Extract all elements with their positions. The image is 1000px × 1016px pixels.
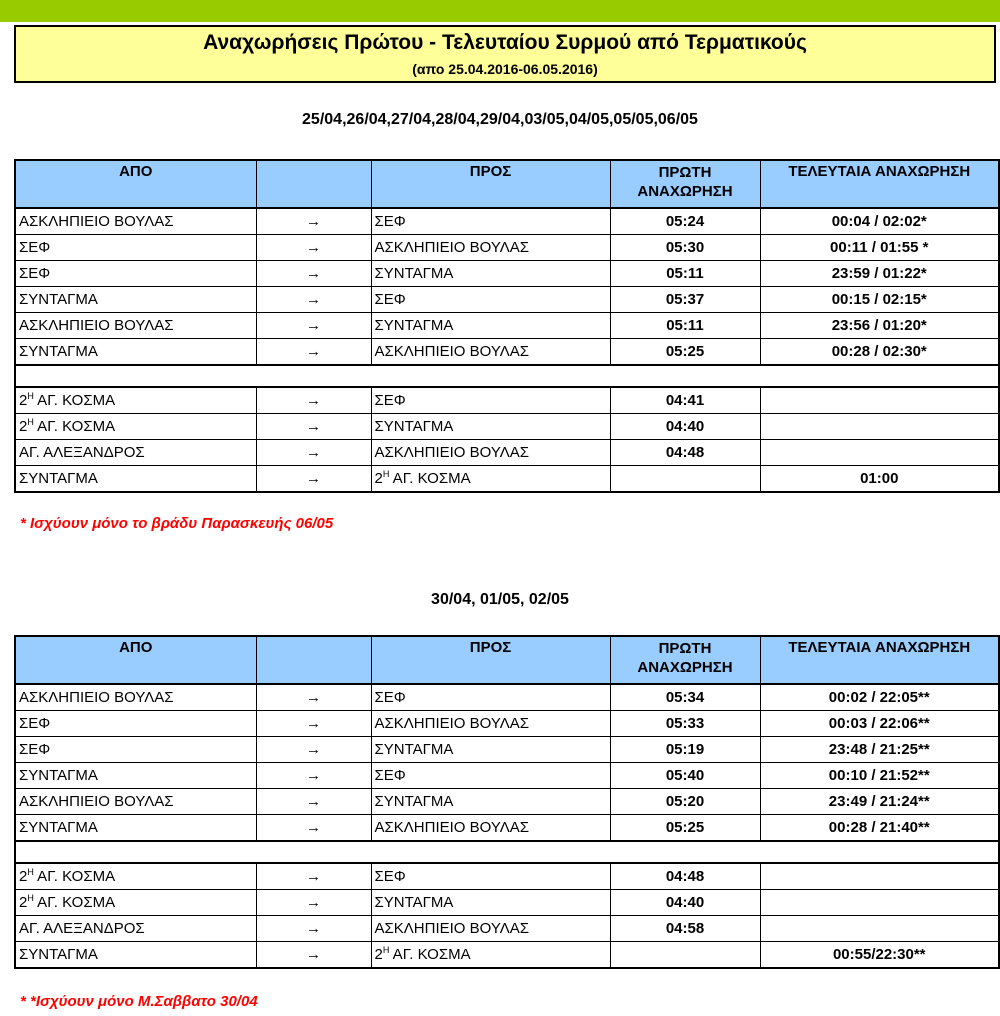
from-station [15,387,256,414]
first-departure: 05:11 [610,261,760,287]
arrow-icon: → [256,863,371,890]
arrow-icon: → [256,261,371,287]
last-departure: 23:48 / 21:25** [760,737,999,763]
from-station [15,890,256,916]
col-header-last: ΤΕΛΕΥΤΑΙΑ ΑΝΑΧΩΡΗΣΗ [760,636,999,684]
to-station: ΣΥΝΤΑΓΜΑ [371,261,610,287]
to-station: ΑΣΚΛΗΠΙΕΙΟ ΒΟΥΛΑΣ [371,815,610,842]
to-station: ΑΣΚΛΗΠΙΕΙΟ ΒΟΥΛΑΣ [371,440,610,466]
col-header-to: ΠΡΟΣ [371,160,610,208]
first-departure: 05:19 [610,737,760,763]
last-departure [760,863,999,890]
from-station: ΣΕΦ [15,261,256,287]
arrow-icon: → [256,916,371,942]
table-row [15,942,999,969]
table-row [15,466,999,493]
first-departure: 04:40 [610,414,760,440]
last-departure: 00:03 / 22:06** [760,711,999,737]
first-departure: 05:11 [610,313,760,339]
to-station: ΑΣΚΛΗΠΙΕΙΟ ΒΟΥΛΑΣ [371,339,610,366]
last-departure [760,916,999,942]
last-departure: 00:28 / 02:30* [760,339,999,366]
table-row [15,863,999,890]
from-station: ΣΥΝΤΑΓΜΑ [15,287,256,313]
from-station: ΑΓ. ΑΛΕΞΑΝΔΡΟΣ [15,440,256,466]
last-departure: 00:02 / 22:05** [760,684,999,711]
arrow-icon: → [256,339,371,366]
first-departure: 05:24 [610,208,760,235]
arrow-icon: → [256,763,371,789]
to-station: ΣΥΝΤΑΓΜΑ [371,737,610,763]
last-departure: 01:00 [760,466,999,493]
first-departure: 04:41 [610,387,760,414]
table-separator-row [15,841,999,863]
first-departure: 05:33 [610,711,760,737]
last-departure [760,414,999,440]
first-departure: 05:25 [610,339,760,366]
table-header-row [15,160,999,208]
table-row [15,711,999,737]
to-station-number: 2 [374,946,383,963]
from-station: ΣΕΦ [15,737,256,763]
first-departure: 05:20 [610,789,760,815]
col-header-arrow [256,636,371,684]
first-departure: 04:48 [610,863,760,890]
first-departure [610,466,760,493]
to-station: ΣΕΦ [371,763,610,789]
to-station: ΑΣΚΛΗΠΙΕΙΟ ΒΟΥΛΑΣ [371,711,610,737]
arrow-icon: → [256,466,371,493]
from-station [15,414,256,440]
from-station-number: 2 [19,894,28,911]
from-station [15,863,256,890]
arrow-icon: → [256,789,371,815]
from-station-text: ΑΓ. ΚΟΣΜΑ [33,392,116,409]
to-station: ΣΕΦ [371,387,610,414]
from-station: ΑΣΚΛΗΠΙΕΙΟ ΒΟΥΛΑΣ [15,313,256,339]
title-box [14,25,996,83]
from-station-number: 2 [19,392,28,409]
last-departure: 23:56 / 01:20* [760,313,999,339]
section-1-note: * Ισχύουν μόνο το βράδυ Παρασκευής 06/05 [20,515,334,532]
from-station: ΣΥΝΤΑΓΜΑ [15,815,256,842]
to-station-text: ΑΓ. ΚΟΣΜΑ [389,470,471,487]
last-departure [760,440,999,466]
first-departure: 05:37 [610,287,760,313]
first-departure: 04:40 [610,890,760,916]
table-row [15,684,999,711]
to-station-superscript: Η [382,469,390,479]
table-row [15,208,999,235]
last-departure: 23:49 / 21:24** [760,789,999,815]
first-departure: 05:34 [610,684,760,711]
arrow-icon: → [256,208,371,235]
table-row [15,287,999,313]
from-station: ΣΕΦ [15,711,256,737]
schedule-table-2 [14,635,1000,969]
table-row [15,737,999,763]
arrow-icon: → [256,313,371,339]
to-station-text: ΑΓ. ΚΟΣΜΑ [389,946,471,963]
arrow-icon: → [256,942,371,969]
to-station: ΣΕΦ [371,287,610,313]
from-station: ΑΓ. ΑΛΕΞΑΝΔΡΟΣ [15,916,256,942]
table-header-row [15,636,999,684]
table-row [15,789,999,815]
first-departure [610,942,760,969]
last-departure: 00:28 / 21:40** [760,815,999,842]
from-station: ΑΣΚΛΗΠΙΕΙΟ ΒΟΥΛΑΣ [15,684,256,711]
to-station-number: 2 [374,470,383,487]
to-station: ΣΥΝΤΑΓΜΑ [371,414,610,440]
table-separator-row [15,365,999,387]
arrow-icon: → [256,737,371,763]
page-title: Αναχωρήσεις Πρώτου - Τελευταίου Συρμού από Τερματικούς [203,31,807,54]
last-departure: 23:59 / 01:22* [760,261,999,287]
arrow-icon: → [256,815,371,842]
to-station: ΣΕΦ [371,208,610,235]
to-station-superscript: Η [382,945,390,955]
first-departure: 05:25 [610,815,760,842]
to-station: ΣΥΝΤΑΓΜΑ [371,313,610,339]
table-row [15,815,999,842]
table-row [15,440,999,466]
from-station-text: ΑΓ. ΚΟΣΜΑ [33,868,116,885]
arrow-icon: → [256,287,371,313]
from-station: ΣΕΦ [15,235,256,261]
arrow-icon: → [256,890,371,916]
last-departure: 00:04 / 02:02* [760,208,999,235]
from-station-superscript: Η [27,867,34,877]
table-row [15,387,999,414]
last-departure [760,387,999,414]
to-station: ΑΣΚΛΗΠΙΕΙΟ ΒΟΥΛΑΣ [371,916,610,942]
to-station: ΣΕΦ [371,863,610,890]
from-station-text: ΑΓ. ΚΟΣΜΑ [33,418,116,435]
last-departure: 00:15 / 02:15* [760,287,999,313]
schedule-table-1 [14,159,1000,493]
from-station: ΑΣΚΛΗΠΙΕΙΟ ΒΟΥΛΑΣ [15,208,256,235]
from-station: ΣΥΝΤΑΓΜΑ [15,763,256,789]
col-header-from: ΑΠΟ [15,636,256,684]
from-station-text: ΑΓ. ΚΟΣΜΑ [33,894,116,911]
col-header-first: ΠΡΩΤΗ ΑΝΑΧΩΡΗΣΗ [610,160,760,208]
to-station: ΑΣΚΛΗΠΙΕΙΟ ΒΟΥΛΑΣ [371,235,610,261]
last-departure: 00:11 / 01:55 * [760,235,999,261]
col-header-to: ΠΡΟΣ [371,636,610,684]
table-row [15,414,999,440]
last-departure: 00:10 / 21:52** [760,763,999,789]
table-row [15,313,999,339]
first-departure: 05:40 [610,763,760,789]
section-1-dates: 25/04,26/04,27/04,28/04,29/04,03/05,04/05,05/05,06/05 [302,111,698,128]
to-station [371,942,610,969]
col-header-arrow [256,160,371,208]
to-station: ΣΥΝΤΑΓΜΑ [371,789,610,815]
from-station-superscript: Η [27,417,34,427]
from-station-number: 2 [19,868,28,885]
arrow-icon: → [256,684,371,711]
last-departure [760,890,999,916]
to-station [371,466,610,493]
first-departure: 04:48 [610,440,760,466]
arrow-icon: → [256,440,371,466]
from-station-superscript: Η [27,391,34,401]
section-2-note: * *Ισχύουν μόνο Μ.Σαββατο 30/04 [20,993,258,1010]
col-header-first: ΠΡΩΤΗ ΑΝΑΧΩΡΗΣΗ [610,636,760,684]
col-header-from: ΑΠΟ [15,160,256,208]
top-green-bar [0,0,1000,22]
section-2-dates: 30/04, 01/05, 02/05 [431,591,569,608]
table-row [15,890,999,916]
from-station-superscript: Η [27,893,34,903]
from-station: ΣΥΝΤΑΓΜΑ [15,466,256,493]
first-departure: 05:30 [610,235,760,261]
table-row [15,916,999,942]
page-subtitle: (απο 25.04.2016-06.05.2016) [412,61,598,77]
table-row [15,261,999,287]
table-row [15,339,999,366]
arrow-icon: → [256,387,371,414]
to-station: ΣΥΝΤΑΓΜΑ [371,890,610,916]
first-departure: 04:58 [610,916,760,942]
table-row [15,235,999,261]
from-station-number: 2 [19,418,28,435]
arrow-icon: → [256,414,371,440]
to-station: ΣΕΦ [371,684,610,711]
from-station: ΑΣΚΛΗΠΙΕΙΟ ΒΟΥΛΑΣ [15,789,256,815]
arrow-icon: → [256,235,371,261]
col-header-last: ΤΕΛΕΥΤΑΙΑ ΑΝΑΧΩΡΗΣΗ [760,160,999,208]
from-station: ΣΥΝΤΑΓΜΑ [15,942,256,969]
arrow-icon: → [256,711,371,737]
last-departure: 00:55/22:30** [760,942,999,969]
from-station: ΣΥΝΤΑΓΜΑ [15,339,256,366]
table-row [15,763,999,789]
